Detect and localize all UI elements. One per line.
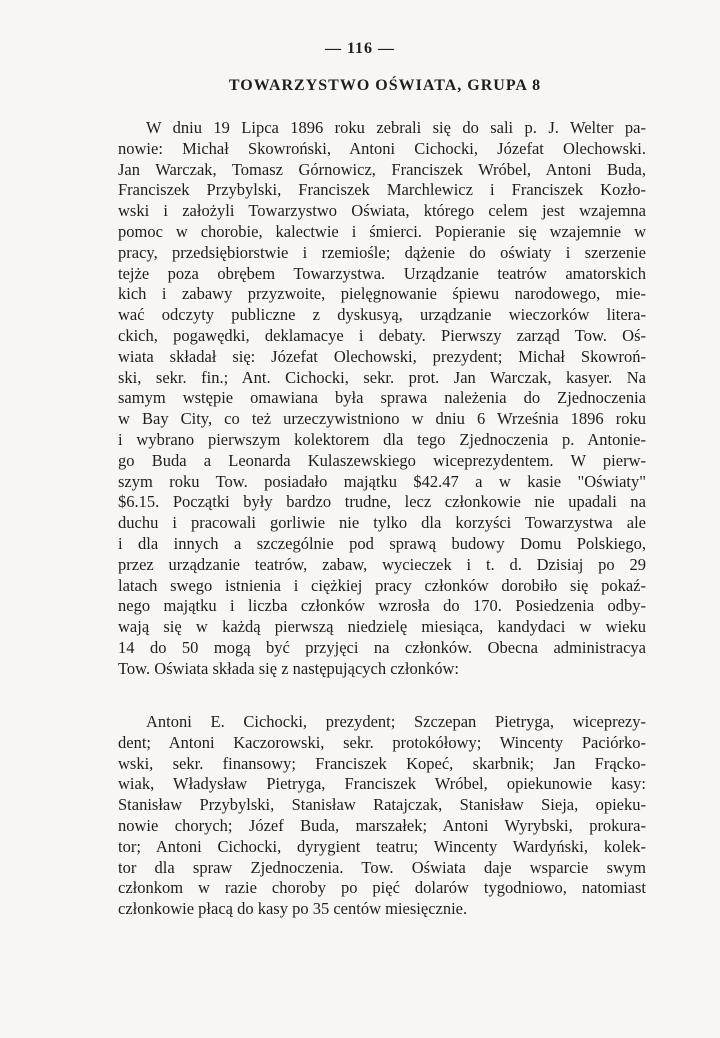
text-line: ckich, pogawędki, deklamacye i debaty. Pierwszy zarząd Tow. Oś-	[118, 325, 646, 345]
text-line: ski, sekr. fin.; Ant. Cichocki, sekr. prot. Jan Warczak, kasyer. Na	[118, 367, 646, 387]
text-line: $6.15. Początki były bardzo trudne, lecz członkowie nie upadali na	[118, 492, 646, 512]
text-line: przez urządzanie teatrów, zabaw, wycieczek i t. d. Dzisiaj po 29	[118, 554, 646, 574]
text-line: Tow. Oświata składa się z następujących członków:	[118, 658, 459, 678]
section-title: TOWARZYSTWO OŚWIATA, GRUPA 8	[228, 77, 542, 94]
text-line: wiak, Władysław Pietryga, Franciszek Wróbel, opiekunowie kasy:	[118, 774, 646, 794]
text-line: wiata składał się: Józefat Olechowski, prezydent; Michał Skowroń-	[118, 346, 646, 366]
paragraph-1	[118, 118, 646, 680]
text-line: nowie: Michał Skowroński, Antoni Cichocki, Józefat Olechowski.	[118, 138, 646, 158]
text-line: duchu i pracowali gorliwie nie tylko dla korzyści Towarzystwa ale	[118, 513, 646, 533]
text-line: nego majątku i liczba członków wzrosła do 170. Posiedzenia odby-	[118, 596, 646, 616]
text-line: pomoc w chorobie, kalectwie i śmierci. Popieranie się wzajemnie w	[118, 221, 646, 241]
text-line: Stanisław Przybylski, Stanisław Ratajczak, Stanisław Sieja, opieku-	[118, 795, 646, 815]
text-line: Jan Warczak, Tomasz Górnowicz, Franciszek Wróbel, Antoni Buda,	[118, 159, 646, 179]
text-line: wski, sekr. finansowy; Franciszek Kopeć, skarbnik; Jan Frącko-	[118, 753, 646, 773]
text-line: szym roku Tow. posiadało majątku $42.47 a w kasie "Oświaty"	[118, 471, 646, 491]
text-line: go Buda a Leonarda Kulaszewskiego wiceprezydentem. W pierw-	[118, 450, 646, 470]
text-line: wać odczyty publiczne z dyskusyą, urządzanie wieczorków litera-	[118, 305, 646, 325]
text-line: latach swego istnienia i ciężkiej pracy członków dorobiło się pokaź-	[118, 575, 646, 595]
text-line: dent; Antoni Kaczorowski, sekr. protokółowy; Wincenty Paciórko-	[118, 732, 646, 752]
text-line: i dla innych a szczególnie pod sprawą budowy Domu Polskiego,	[118, 533, 646, 553]
text-line: członkowie płacą do kasy po 35 centów miesięcznie.	[118, 899, 468, 919]
text-line: i wybrano pierwszym kolektorem dla tego Zjednoczenia p. Antonie-	[118, 429, 646, 449]
page-number: — 116 —	[324, 40, 396, 57]
text-line: członkom w razie choroby po pięć dolarów tygodniowo, natomiast	[118, 878, 646, 898]
text-line: Franciszek Przybylski, Franciszek Marchlewicz i Franciszek Kozło-	[118, 180, 646, 200]
text-line: w Bay City, co też urzeczywistniono w dniu 6 Września 1896 roku	[118, 409, 646, 429]
text-line: W dniu 19 Lipca 1896 roku zebrali się do sali p. J. Welter pa-	[146, 118, 646, 137]
text-line: Antoni E. Cichocki, prezydent; Szczepan Pietryga, wiceprezy-	[146, 712, 646, 731]
text-line: nowie chorych; Józef Buda, marszałek; Antoni Wyrybski, prokura-	[118, 815, 646, 835]
text-line: wski i założyli Towarzystwo Oświata, którego celem jest wzajemna	[118, 201, 646, 221]
text-line: pracy, przedsiębiorstwie i rzemiośle; dążenie do oświaty i szerzenie	[118, 242, 646, 262]
text-line: 14 do 50 mogą być przyjęci na członków. Obecna administracya	[118, 637, 646, 657]
text-line: tor; Antoni Cichocki, dyrygient teatru; Wincenty Wardyński, kolek-	[118, 836, 646, 856]
text-line: tejże poza obrębem Towarzystwa. Urządzanie teatrów amatorskich	[118, 263, 646, 283]
text-line: wają się w każdą pierwszą niedzielę miesiąca, kandydaci w wieku	[118, 617, 646, 637]
paragraph-2	[118, 712, 646, 920]
text-line: samym wstępie omawiana była sprawa należenia do Zjednoczenia	[118, 388, 646, 408]
text-line: tor dla spraw Zjednoczenia. Tow. Oświata daje wsparcie swym	[118, 857, 646, 877]
text-line: kich i zabawy przyzwoite, pielęgnowanie śpiewu narodowego, mie-	[118, 284, 646, 304]
